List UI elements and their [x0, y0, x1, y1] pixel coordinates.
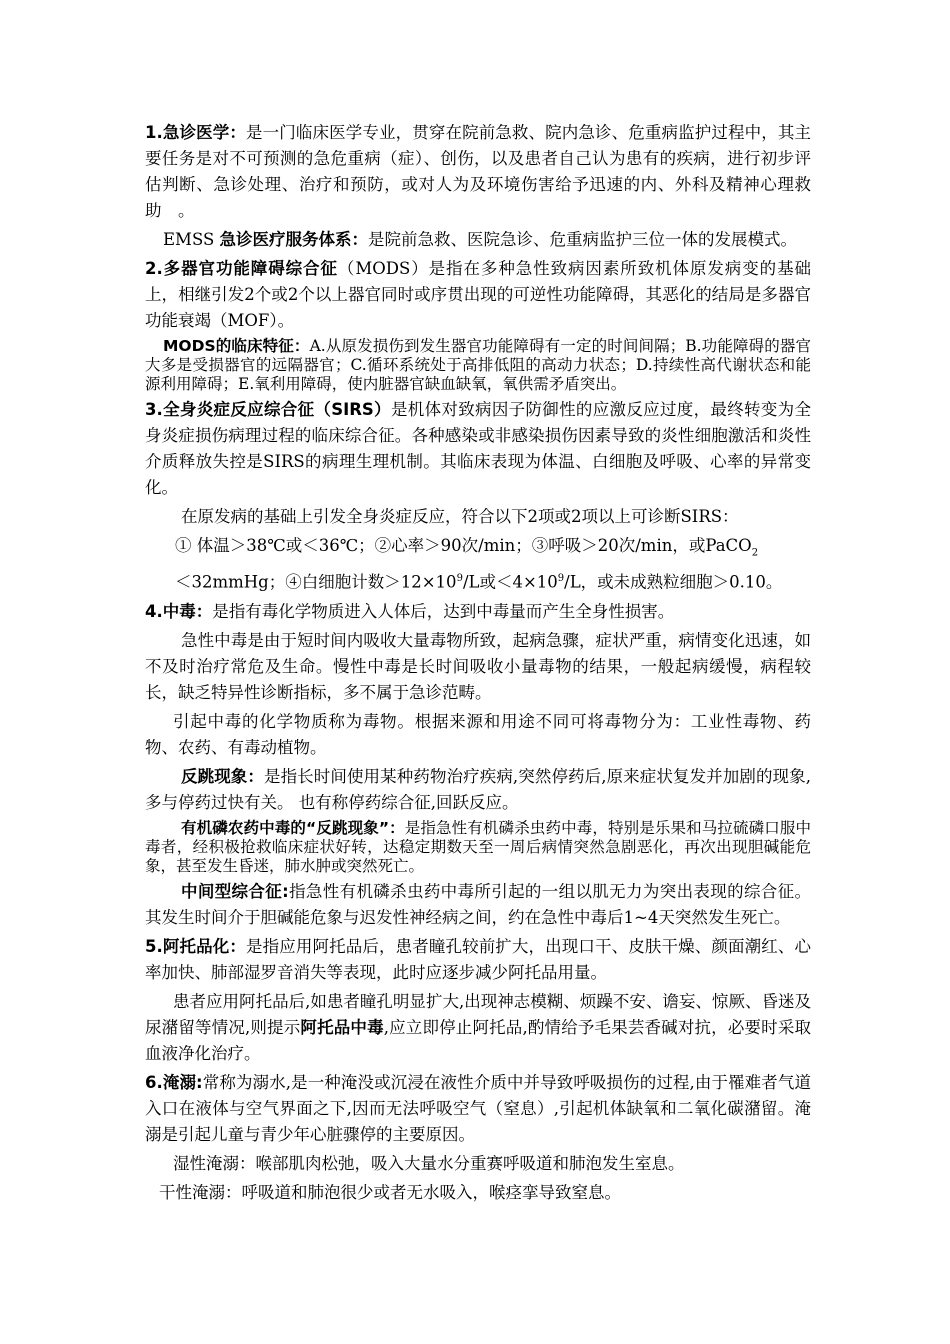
- section-emergency-medicine: [145, 120, 811, 224]
- term-heading: 急诊医疗服务体系：: [219, 230, 369, 249]
- term-definition: 指急性有机磷杀虫药中毒所引起的一组以肌无力为突出表现的综合征。其发生时间介于胆碱能危象与迟发性神经病之间，约在急性中毒后1~4天突然发生死亡。: [145, 881, 812, 927]
- section-rebound: [145, 764, 811, 816]
- section-op-rebound: [145, 819, 811, 876]
- superscript: 9: [557, 573, 565, 585]
- poisoning-acute-chronic: 急性中毒是由于短时间内吸收大量毒物所致，起病急骤，症状严重，病情变化迅速，如不及时治疗常危及生命。慢性中毒是长时间吸收小量毒物的结果，一般起病缓慢，病程较长，缺乏特异性诊断指标，多不属于急诊范畴。: [145, 630, 811, 702]
- term-definition: 是指应用阿托品后，患者瞳孔较前扩大，出现口干、皮肤干燥、颜面潮红、心率加快、肺部湿罗音消失等表现，此时应逐步减少阿托品用量。: [145, 936, 812, 982]
- section-atropinization: [145, 934, 811, 986]
- term-definition: 是一门临床医学专业，贯穿在院前急救、院内急诊、危重病监护过程中，其主要任务是对不可预测的急危重病（症）、创伤，以及患者自己认为患有的疾病，进行初步评估判断、急诊处理、治疗和预防，或对人为及环境伤害给予迅速的内、外科及精神心理救助 。: [145, 123, 812, 220]
- term-definition: 常称为溺水,是一种淹没或沉浸在液性介质中并导致呼吸损伤的过程,由于罹难者气道入口在液体与空气界面之下,因而无法呼吸空气（窒息）,引起机体缺氧和二氧化碳潴留。淹溺是引起儿童与青少年心脏骤停的主要原因。: [145, 1072, 811, 1144]
- poisoning-toxins: 引起中毒的化学物质称为毒物。根据来源和用途不同可将毒物分为：工业性毒物、药物、农药、有毒动植物。: [145, 711, 811, 757]
- wet-drowning: 湿性淹溺：喉部肌肉松弛，吸入大量水分重赛呼吸道和肺泡发生室息。: [173, 1153, 685, 1173]
- section-mods: [145, 256, 811, 334]
- paragraph-text: 患者应用阿托品后,如患者瞳孔明显扩大,出现神志模糊、烦躁不安、谵妄、惊厥、昏迷及尿潴留等情况,则提示: [145, 991, 811, 1037]
- term-heading: 2.多器官功能障碍综合征: [145, 259, 338, 278]
- atropine-poisoning: [145, 989, 811, 1067]
- term-heading: 1.急诊医学：: [145, 123, 246, 142]
- paragraph-text: ,应立即停止阿托品,酌情给予毛果芸香碱对抗，必要时采取血液净化治疗。: [145, 1017, 812, 1063]
- term-heading: MODS的临床特征：: [163, 337, 310, 355]
- term-heading: 5.阿托品化：: [145, 936, 246, 956]
- term-definition: 是院前急救、医院急诊、危重病监护三位一体的发展模式。: [368, 230, 798, 249]
- term-definition: 是指长时间使用某种药物治疗疾病,突然停药后,原来症状复发并加剧的现象,多与停药过快有关。 也有称停药综合征,回跃反应。: [145, 766, 811, 812]
- document-page: [145, 120, 811, 1209]
- sirs-diagnosis: 在原发病的基础上引发全身炎症反应，符合以下2项或2项以上可诊断SIRS：: [181, 507, 739, 526]
- section-poisoning: [145, 599, 811, 625]
- criteria-text: ＜32mmHg；④白细胞计数＞12×10: [175, 572, 457, 592]
- superscript: 9: [456, 573, 463, 585]
- term-heading: 6.淹溺:: [145, 1072, 203, 1092]
- criteria-text: ① 体温＞38℃或＜36℃；②心率＞90次/min；③呼吸＞20次/min，或PaCO: [175, 536, 752, 555]
- term-heading: 3.全身炎症反应综合征（SIRS）: [145, 400, 391, 419]
- term-prefix: EMSS: [163, 230, 220, 249]
- term-heading: 有机磷农药中毒的“反跳现象”：: [181, 818, 405, 837]
- section-emss: [145, 227, 811, 253]
- dry-drowning: 干性淹溺：呼吸道和肺泡很少或者无水吸入，喉痉挛导致窒息。: [159, 1182, 621, 1202]
- term-definition: （MODS）是指在多种急性致病因素所致机体原发病变的基础上，相继引发2个或2个以上器官同时或序贯出现的可逆性功能障碍，其恶化的结局是多器官功能衰竭（MOF）。: [145, 259, 811, 330]
- term-definition: A.从原发损伤到发生器官功能障碍有一定的时间间隔；B.功能障碍的器官大多是受损器官的远隔器官；C.循环系统处于高排低阻的高动力状态；D.持续性高代谢状态和能源利用障碍；E.氧利用障碍，使内脏器官缺血缺氧，氧供需矛盾突出。: [145, 337, 811, 393]
- term-definition: 是机体对致病因子防御性的应激反应过度，最终转变为全身炎症损伤病理过程的临床综合征。各种感染或非感染损伤因素导致的炎性细胞激活和炎性介质释放失控是SIRS的病理生理机制。其临床表现为体温、白细胞及呼吸、心率的异常变化。: [145, 400, 811, 497]
- term-definition: 是指有毒化学物质进入人体后，达到中毒量而产生全身性损害。: [212, 601, 675, 621]
- term-heading: 中间型综合征:: [181, 881, 289, 901]
- criteria-text: /L或＜4×10: [462, 572, 558, 592]
- term-heading: 4.中毒：: [145, 601, 213, 621]
- sirs-criteria-1: [145, 533, 811, 566]
- section-intermediate-syndrome: [145, 879, 811, 931]
- term-definition: 是指急性有机磷杀虫药中毒，特别是乐果和马拉硫磷口服中毒者，经积极抢救临床症状好转，达稳定期数天至一周后病情突然急剧恶化，再次出现胆碱能危象，甚至发生昏迷，肺水肿或突然死亡。: [145, 818, 811, 875]
- subscript: 2: [751, 547, 759, 559]
- section-mods-features: [145, 337, 811, 394]
- bold-term: 阿托品中毒: [300, 1017, 384, 1037]
- term-heading: 反跳现象：: [181, 766, 264, 786]
- section-sirs: [145, 397, 811, 501]
- section-drowning: [145, 1070, 811, 1148]
- criteria-text: /L，或未成熟粒细胞＞0.10。: [564, 572, 783, 592]
- sirs-criteria-2: [145, 566, 811, 596]
